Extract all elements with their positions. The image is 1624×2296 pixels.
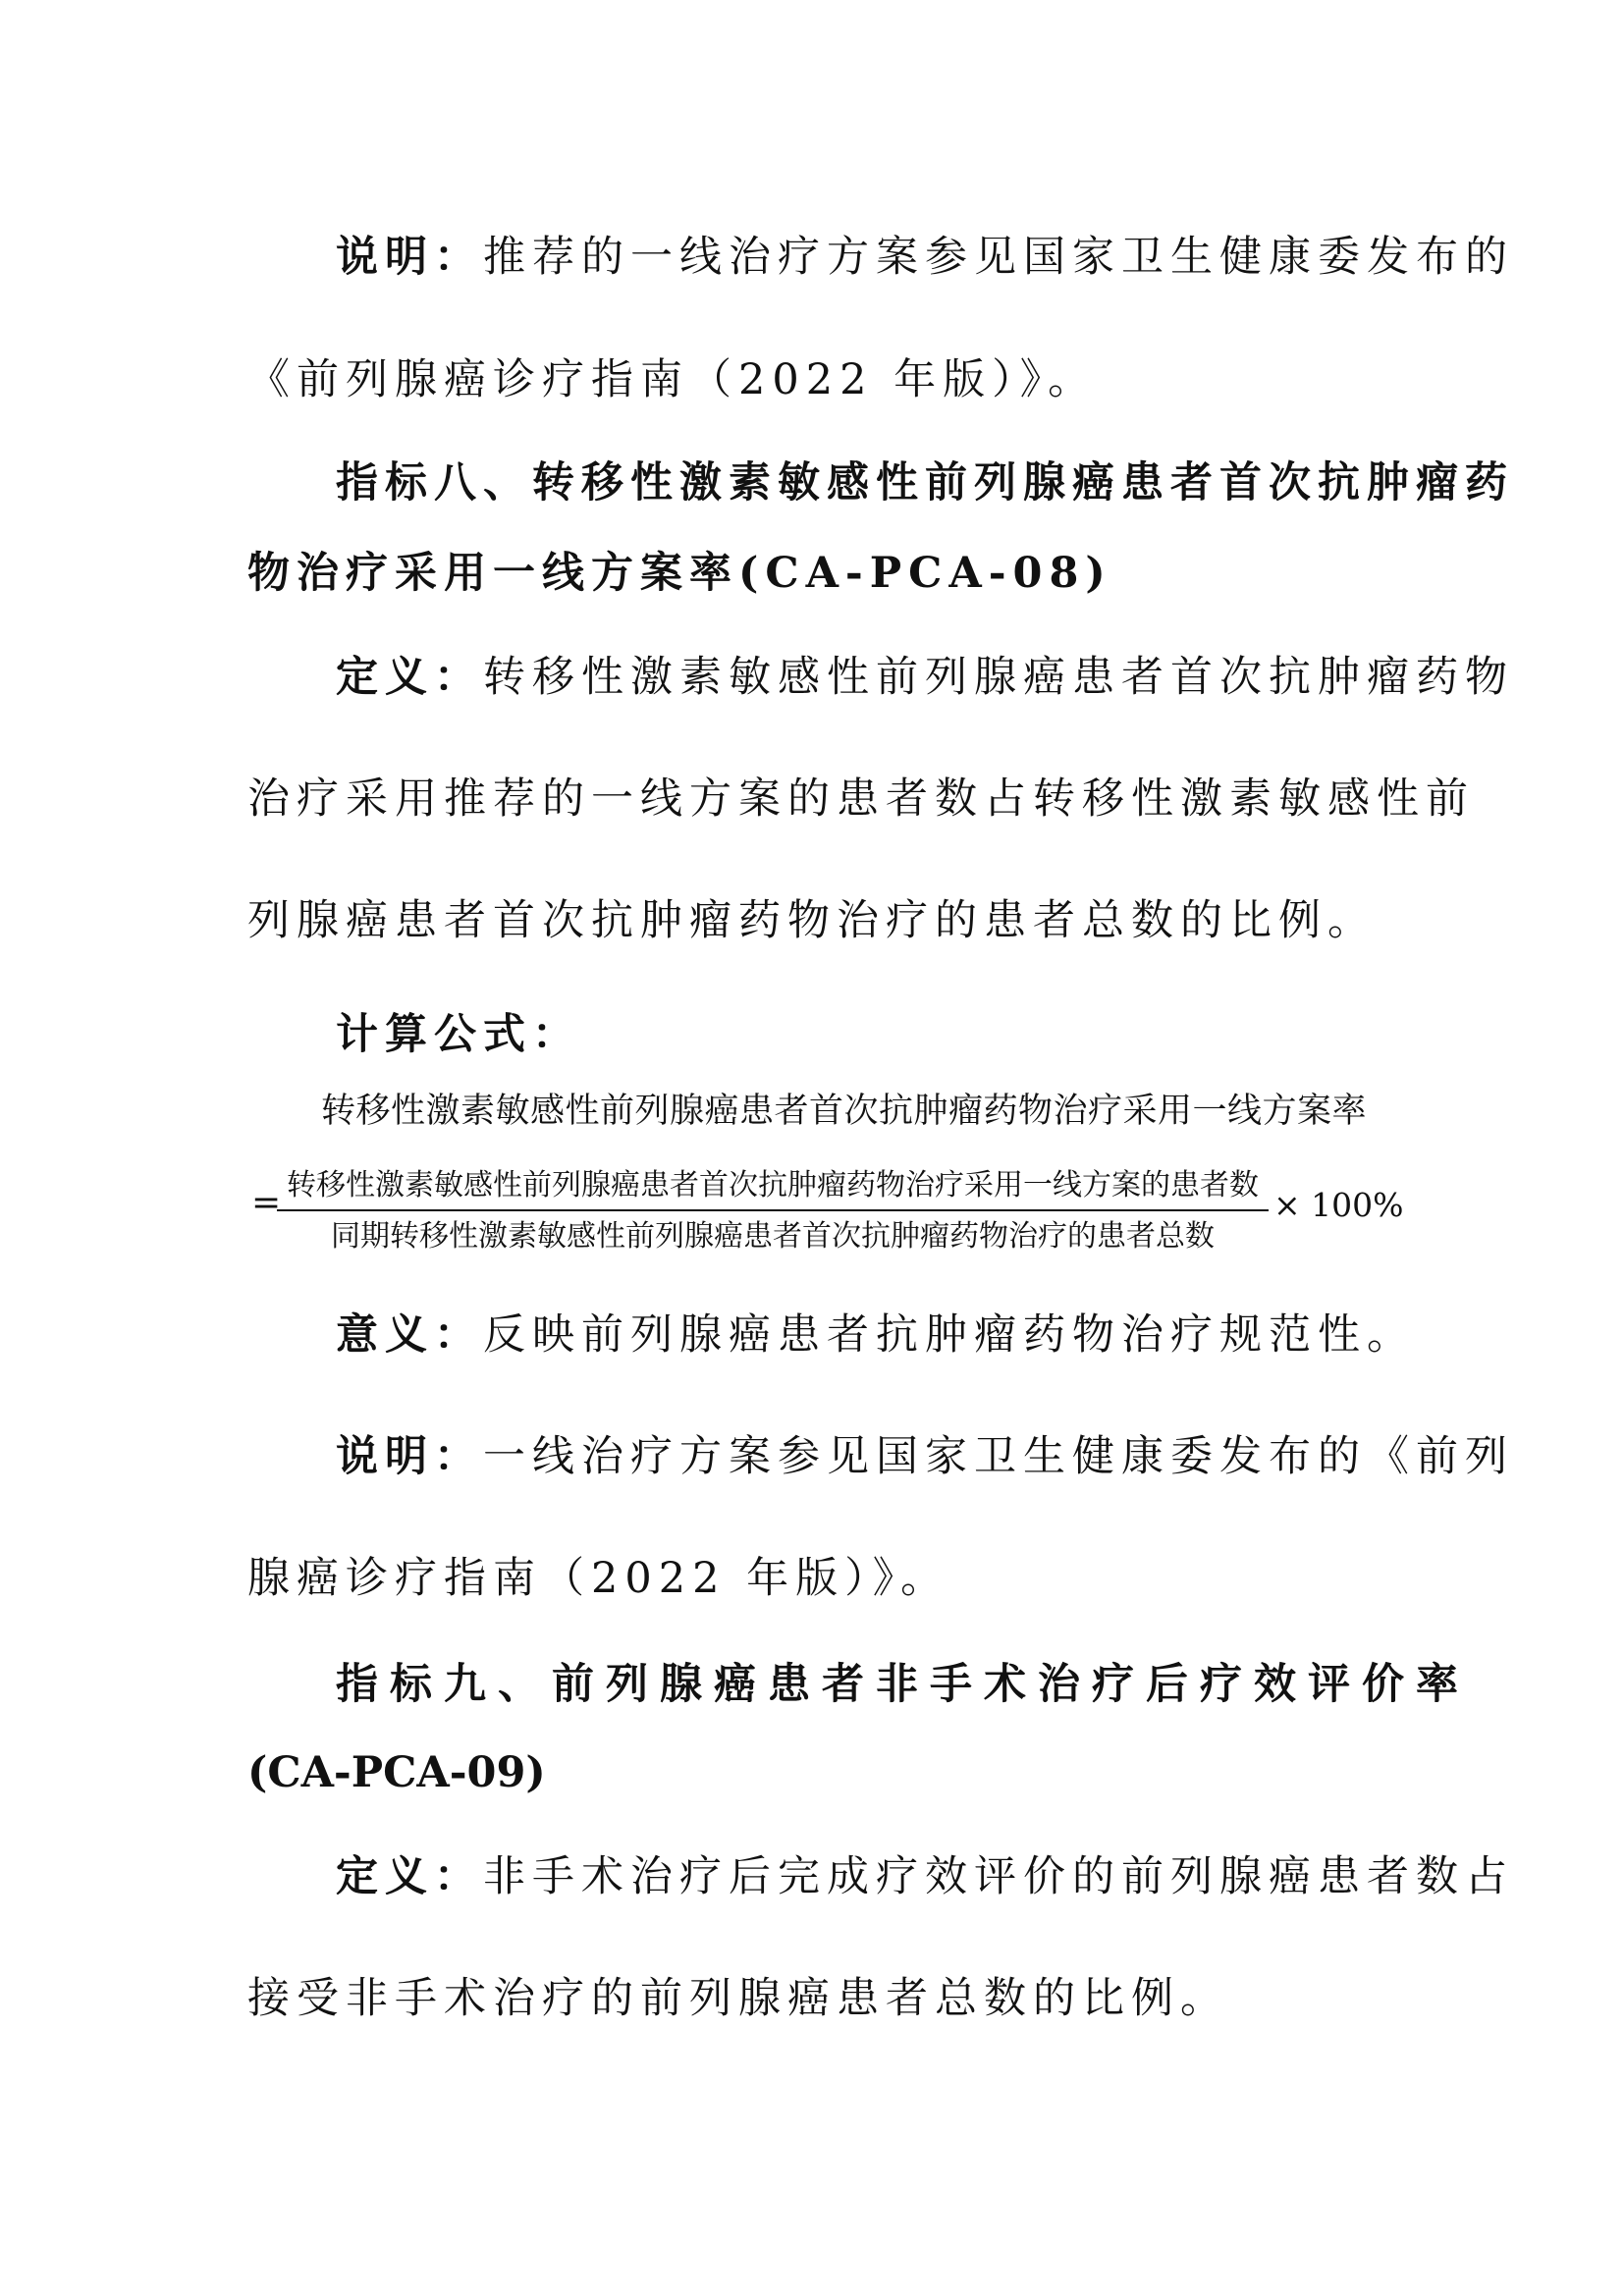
formula-multiplier: × 100% <box>1273 1186 1404 1224</box>
explanation-label: 说明： <box>336 1432 483 1481</box>
meaning-line <box>336 1306 1416 1364</box>
definition-text: 转移性激素敏感性前列腺癌患者首次抗肿瘤药物 <box>483 653 1514 702</box>
indicator-9-definition-line-1 <box>336 1847 1514 1906</box>
meaning-text: 反映前列腺癌患者抗肿瘤药物治疗规范性。 <box>483 1310 1416 1360</box>
indicator-9-definition-text: 非手术治疗后完成疗效评价的前列腺癌患者数占 <box>483 1852 1514 1901</box>
fraction-bar <box>277 1209 1269 1211</box>
formula-denominator: 同期转移性激素敏感性前列腺癌患者首次抗肿瘤药物治疗的患者总数 <box>331 1219 1215 1254</box>
explanation-text: 一线治疗方案参见国家卫生健康委发布的《前列 <box>483 1432 1514 1481</box>
note-paragraph-line-1 <box>336 228 1514 287</box>
formula <box>247 1088 1404 1264</box>
explanation-line-1 <box>336 1427 1514 1486</box>
explanation-line-2: 腺癌诊疗指南（2022 年版）》。 <box>247 1554 950 1603</box>
note-paragraph-line-2: 《前列腺癌诊疗指南（2022 年版）》。 <box>247 355 1098 404</box>
indicator-9-definition-label: 定义： <box>336 1852 483 1901</box>
definition-line-3: 列腺癌患者首次抗肿瘤药物治疗的患者总数的比例。 <box>247 896 1377 945</box>
note-label: 说明： <box>336 233 483 282</box>
definition-line-2: 治疗采用推荐的一线方案的患者数占转移性激素敏感性前 <box>247 774 1475 824</box>
meaning-label: 意义： <box>336 1310 483 1360</box>
indicator-8-title-line-2: 物治疗采用一线方案率(CA-PCA-08) <box>247 549 1112 598</box>
definition-label: 定义： <box>336 653 483 702</box>
indicator-9-definition-line-2: 接受非手术治疗的前列腺癌患者总数的比例。 <box>247 1974 1229 2023</box>
indicator-8-title-line-1: 指标八、转移性激素敏感性前列腺癌患者首次抗肿瘤药 <box>336 458 1514 507</box>
formula-label: 计算公式： <box>336 1010 581 1059</box>
indicator-9-title-line-2: (CA-PCA-09) <box>247 1748 546 1797</box>
formula-numerator: 转移性激素敏感性前列腺癌患者首次抗肿瘤药物治疗采用一线方案的患者数 <box>287 1168 1259 1202</box>
indicator-9-title-line-1: 指标九、前列腺癌患者非手术治疗后疗效评价率 <box>336 1660 1470 1709</box>
definition-line-1 <box>336 648 1514 707</box>
note-text: 推荐的一线治疗方案参见国家卫生健康委发布的 <box>483 233 1514 282</box>
formula-equals: = <box>251 1183 282 1223</box>
formula-rate-name: 转移性激素敏感性前列腺癌患者首次抗肿瘤药物治疗采用一线方案率 <box>320 1092 1367 1131</box>
